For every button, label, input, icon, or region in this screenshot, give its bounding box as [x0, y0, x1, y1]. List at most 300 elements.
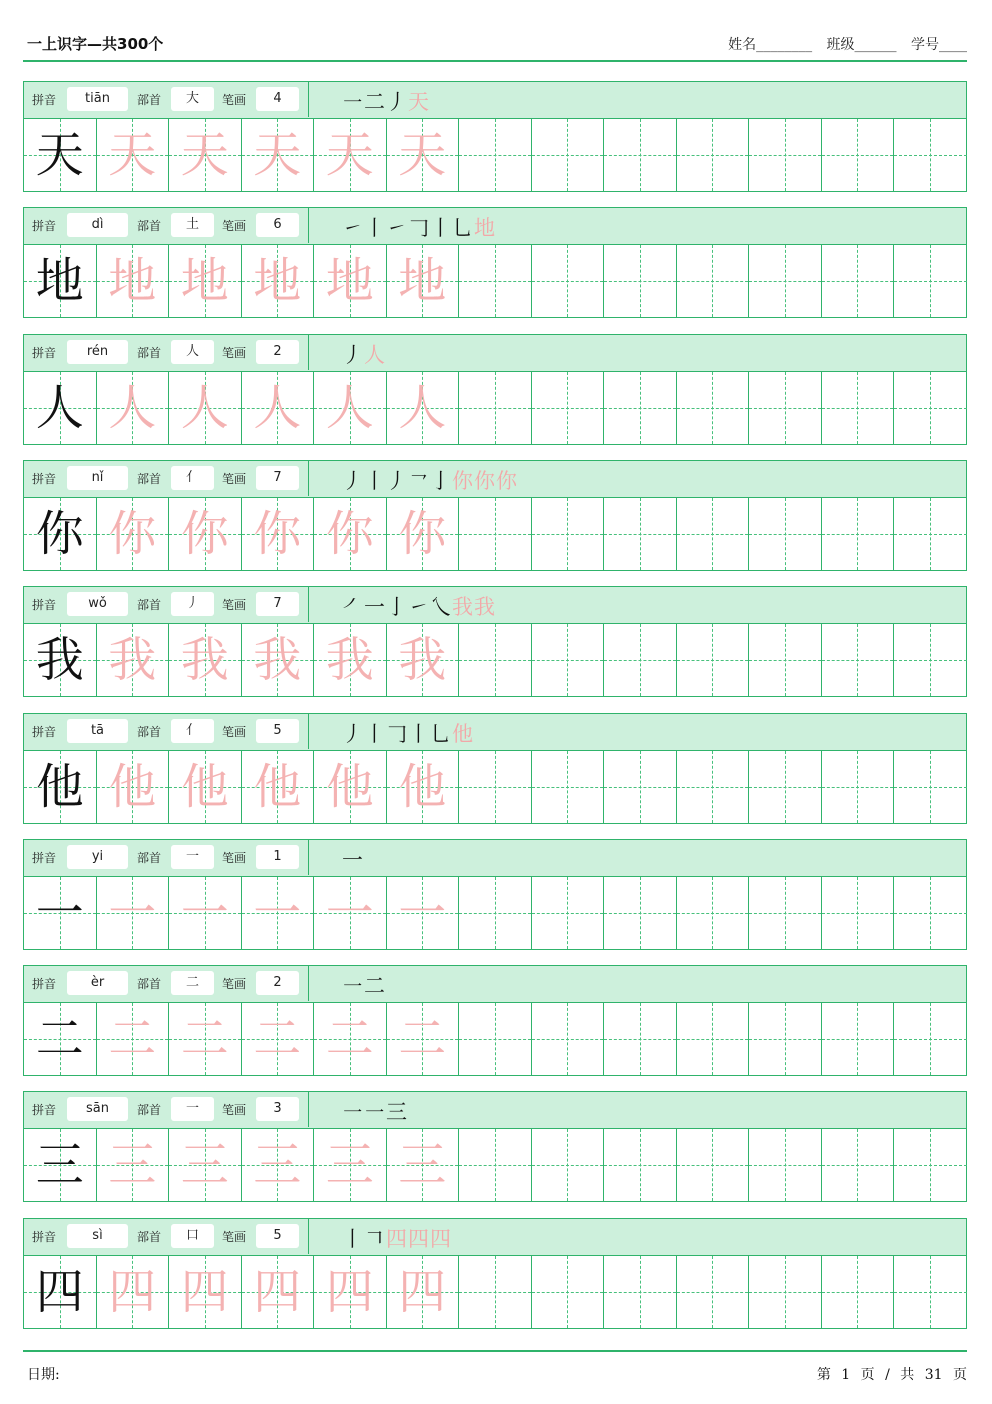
model-cell [24, 372, 97, 444]
practice-cell[interactable] [459, 245, 532, 317]
stroke-order-done: 一 [342, 848, 364, 872]
trace-character: 二 [253, 1011, 302, 1067]
stroke-order [342, 970, 386, 1000]
trace-cell [387, 119, 460, 191]
practice-cell[interactable] [894, 498, 967, 570]
trace-cell [169, 119, 242, 191]
pinyin-value: wǒ [67, 592, 128, 616]
strokes-label: 笔画 [222, 472, 247, 486]
writing-grid [24, 1003, 966, 1075]
char-block [23, 965, 967, 1076]
practice-cell[interactable] [749, 119, 822, 191]
trace-cell [97, 624, 170, 696]
trace-character: 我 [180, 632, 229, 688]
model-cell [24, 751, 97, 823]
practice-cell[interactable] [604, 1129, 677, 1201]
trace-character: 三 [108, 1137, 157, 1193]
page-number: 第 1 页 / 共 31 页 [816, 1367, 967, 1383]
practice-cell[interactable] [459, 372, 532, 444]
pinyin-value: tiān [67, 87, 128, 111]
stroke-order [342, 339, 386, 369]
info-bar [24, 966, 966, 1003]
trace-cell [387, 372, 460, 444]
trace-cell [97, 498, 170, 570]
strokes-value: 2 [256, 340, 299, 364]
radical-label: 部首 [137, 1230, 162, 1244]
practice-cell[interactable] [604, 372, 677, 444]
practice-cell[interactable] [822, 372, 895, 444]
pinyin-value: rén [67, 340, 128, 364]
trace-character: 天 [180, 127, 229, 183]
practice-cell[interactable] [822, 1003, 895, 1075]
practice-cell[interactable] [894, 1003, 967, 1075]
practice-cell[interactable] [604, 119, 677, 191]
strokes-value: 3 [256, 1097, 299, 1121]
radical-value: 土 [171, 213, 214, 237]
model-character: 天 [35, 127, 84, 183]
radical-label: 部首 [137, 725, 162, 739]
trace-cell [242, 1256, 315, 1328]
practice-cell[interactable] [532, 624, 605, 696]
stroke-order [342, 1223, 452, 1253]
trace-cell [97, 372, 170, 444]
trace-cell [387, 624, 460, 696]
practice-cell[interactable] [894, 1256, 967, 1328]
info-fields [24, 714, 309, 749]
trace-cell [314, 119, 387, 191]
trace-character: 他 [180, 759, 229, 815]
trace-character: 你 [398, 506, 447, 562]
pinyin-label: 拼音 [32, 219, 57, 233]
trace-cell [169, 1256, 242, 1328]
info-fields [24, 335, 309, 370]
page-footer [23, 1350, 967, 1392]
practice-cell[interactable] [677, 1003, 750, 1075]
char-block [23, 460, 967, 571]
practice-cell[interactable] [604, 877, 677, 949]
trace-cell [169, 1003, 242, 1075]
trace-cell [169, 245, 242, 317]
page-header [23, 30, 967, 62]
trace-character: 二 [180, 1011, 229, 1067]
strokes-value: 4 [256, 87, 299, 111]
trace-character: 一 [180, 885, 229, 941]
trace-character: 四 [325, 1264, 374, 1320]
practice-cell[interactable] [677, 751, 750, 823]
practice-cell[interactable] [604, 751, 677, 823]
stroke-order-faded: 四四四 [386, 1227, 452, 1251]
practice-cell[interactable] [677, 624, 750, 696]
practice-cell[interactable] [459, 498, 532, 570]
trace-character: 二 [325, 1011, 374, 1067]
practice-cell[interactable] [532, 372, 605, 444]
char-block [23, 1218, 967, 1329]
practice-cell[interactable] [677, 119, 750, 191]
trace-character: 三 [398, 1137, 447, 1193]
writing-grid [24, 245, 966, 317]
practice-cell[interactable] [532, 1003, 605, 1075]
practice-cell[interactable] [532, 498, 605, 570]
strokes-label: 笔画 [222, 1230, 247, 1244]
strokes-label: 笔画 [222, 93, 247, 107]
char-block [23, 81, 967, 192]
practice-cell[interactable] [822, 245, 895, 317]
stroke-order [342, 591, 496, 621]
radical-value: 亻 [171, 719, 214, 743]
trace-character: 一 [398, 885, 447, 941]
trace-character: 地 [108, 253, 157, 309]
info-fields [24, 461, 309, 496]
strokes-label: 笔画 [222, 219, 247, 233]
practice-cell[interactable] [749, 877, 822, 949]
trace-cell [314, 624, 387, 696]
practice-cell[interactable] [677, 1129, 750, 1201]
radical-label: 部首 [137, 219, 162, 233]
trace-cell [387, 751, 460, 823]
trace-character: 你 [253, 506, 302, 562]
radical-label: 部首 [137, 977, 162, 991]
info-bar [24, 335, 966, 372]
practice-cell[interactable] [459, 751, 532, 823]
pinyin-label: 拼音 [32, 472, 57, 486]
trace-character: 天 [398, 127, 447, 183]
stroke-order-faded: 天 [408, 90, 430, 114]
model-cell [24, 245, 97, 317]
writing-grid [24, 1129, 966, 1201]
practice-cell[interactable] [604, 624, 677, 696]
pinyin-value: tā [67, 719, 128, 743]
info-fields [24, 1219, 309, 1254]
pinyin-value: sì [67, 1224, 128, 1248]
practice-cell[interactable] [749, 1129, 822, 1201]
trace-character: 三 [325, 1137, 374, 1193]
name-field[interactable]: 姓名________ [728, 37, 813, 53]
trace-cell [387, 498, 460, 570]
trace-character: 一 [253, 885, 302, 941]
model-cell [24, 1003, 97, 1075]
trace-cell [97, 751, 170, 823]
trace-cell [169, 498, 242, 570]
practice-cell[interactable] [532, 119, 605, 191]
trace-cell [242, 245, 315, 317]
trace-cell [242, 498, 315, 570]
trace-cell [314, 245, 387, 317]
practice-cell[interactable] [749, 624, 822, 696]
writing-grid [24, 751, 966, 823]
trace-character: 三 [180, 1137, 229, 1193]
practice-cell[interactable] [677, 1256, 750, 1328]
info-bar [24, 714, 966, 751]
practice-cell[interactable] [894, 245, 967, 317]
strokes-value: 7 [256, 466, 299, 490]
strokes-label: 笔画 [222, 725, 247, 739]
practice-cell[interactable] [532, 1256, 605, 1328]
trace-cell [387, 245, 460, 317]
info-bar [24, 840, 966, 877]
trace-character: 地 [398, 253, 447, 309]
radical-label: 部首 [137, 346, 162, 360]
trace-cell [97, 245, 170, 317]
trace-character: 四 [180, 1264, 229, 1320]
model-character: 二 [35, 1011, 84, 1067]
trace-cell [314, 1256, 387, 1328]
radical-label: 部首 [137, 1103, 162, 1117]
trace-cell [314, 751, 387, 823]
practice-cell[interactable] [894, 119, 967, 191]
strokes-value: 6 [256, 213, 299, 237]
trace-character: 天 [108, 127, 157, 183]
pinyin-label: 拼音 [32, 977, 57, 991]
trace-cell [242, 751, 315, 823]
trace-cell [314, 498, 387, 570]
practice-cell[interactable] [459, 624, 532, 696]
trace-character: 他 [108, 759, 157, 815]
trace-character: 一 [108, 885, 157, 941]
model-character: 我 [35, 632, 84, 688]
radical-value: 口 [171, 1224, 214, 1248]
model-cell [24, 1129, 97, 1201]
practice-cell[interactable] [677, 498, 750, 570]
trace-cell [387, 877, 460, 949]
practice-cell[interactable] [749, 1003, 822, 1075]
practice-cell[interactable] [822, 1129, 895, 1201]
trace-cell [97, 119, 170, 191]
practice-cell[interactable] [822, 498, 895, 570]
strokes-value: 1 [256, 845, 299, 869]
strokes-label: 笔画 [222, 851, 247, 865]
stroke-order-done: ㇐二丿 [342, 90, 408, 114]
info-bar [24, 82, 966, 119]
practice-cell[interactable] [822, 877, 895, 949]
char-block [23, 586, 967, 697]
trace-cell [169, 624, 242, 696]
trace-character: 你 [180, 506, 229, 562]
stroke-order-done: 丿 [342, 343, 364, 367]
practice-cell[interactable] [677, 372, 750, 444]
info-fields [24, 82, 309, 117]
trace-character: 我 [398, 632, 447, 688]
practice-cell[interactable] [749, 751, 822, 823]
model-character: 一 [35, 885, 84, 941]
model-cell [24, 498, 97, 570]
stroke-order-faded: 人 [364, 343, 386, 367]
strokes-value: 5 [256, 719, 299, 743]
info-fields [24, 587, 309, 622]
radical-label: 部首 [137, 598, 162, 612]
class-field[interactable]: 班级______ [826, 37, 897, 53]
practice-cell[interactable] [894, 624, 967, 696]
radical-value: 大 [171, 87, 214, 111]
strokes-value: 7 [256, 592, 299, 616]
practice-cell[interactable] [677, 245, 750, 317]
char-block [23, 839, 967, 950]
trace-character: 人 [180, 380, 229, 436]
model-character: 你 [35, 506, 84, 562]
stroke-order-done: ㇐二 [342, 974, 386, 998]
practice-cell[interactable] [749, 245, 822, 317]
char-block [23, 1091, 967, 1202]
practice-cell[interactable] [604, 1256, 677, 1328]
writing-grid [24, 624, 966, 696]
pinyin-label: 拼音 [32, 598, 57, 612]
trace-cell [97, 1003, 170, 1075]
trace-cell [97, 877, 170, 949]
trace-character: 三 [253, 1137, 302, 1193]
trace-character: 人 [253, 380, 302, 436]
trace-cell [242, 372, 315, 444]
practice-cell[interactable] [459, 1003, 532, 1075]
strokes-value: 2 [256, 971, 299, 995]
trace-character: 人 [398, 380, 447, 436]
trace-cell [314, 1003, 387, 1075]
strokes-label: 笔画 [222, 1103, 247, 1117]
trace-character: 人 [325, 380, 374, 436]
model-cell [24, 1256, 97, 1328]
trace-cell [242, 1129, 315, 1201]
info-fields [24, 966, 309, 1001]
strokes-label: 笔画 [222, 977, 247, 991]
trace-cell [387, 1003, 460, 1075]
trace-cell [387, 1256, 460, 1328]
info-fields [24, 840, 309, 875]
char-block [23, 207, 967, 318]
practice-cell[interactable] [894, 877, 967, 949]
stroke-order-done: ㇐㇐三 [342, 1100, 408, 1124]
pinyin-value: èr [67, 971, 128, 995]
radical-value: 一 [171, 1097, 214, 1121]
radical-value: 一 [171, 845, 214, 869]
model-cell [24, 624, 97, 696]
pinyin-value: yi [67, 845, 128, 869]
practice-cell[interactable] [459, 877, 532, 949]
stroke-order-done: ㇒一亅㇀乀 [342, 595, 452, 619]
radical-label: 部首 [137, 93, 162, 107]
trace-character: 四 [108, 1264, 157, 1320]
student-fields [718, 34, 967, 54]
stroke-order [342, 465, 518, 495]
pinyin-value: sān [67, 1097, 128, 1121]
practice-cell[interactable] [459, 1256, 532, 1328]
trace-character: 二 [398, 1011, 447, 1067]
practice-cell[interactable] [749, 372, 822, 444]
trace-character: 你 [108, 506, 157, 562]
practice-cell[interactable] [749, 1256, 822, 1328]
radical-value: 亻 [171, 466, 214, 490]
radical-label: 部首 [137, 851, 162, 865]
stroke-order [342, 844, 364, 874]
trace-cell [387, 1129, 460, 1201]
trace-character: 我 [253, 632, 302, 688]
trace-character: 他 [325, 759, 374, 815]
pinyin-label: 拼音 [32, 1103, 57, 1117]
practice-cell[interactable] [822, 119, 895, 191]
stroke-order-faded: 我我 [452, 595, 496, 619]
stroke-order [342, 718, 474, 748]
trace-cell [169, 372, 242, 444]
strokes-label: 笔画 [222, 346, 247, 360]
practice-cell[interactable] [459, 119, 532, 191]
trace-cell [169, 751, 242, 823]
info-bar [24, 1219, 966, 1256]
practice-cell[interactable] [604, 498, 677, 570]
date-label: 日期: [27, 1367, 60, 1383]
writing-grid [24, 1256, 966, 1328]
pinyin-value: nǐ [67, 466, 128, 490]
trace-character: 地 [253, 253, 302, 309]
pinyin-label: 拼音 [32, 1230, 57, 1244]
stroke-order-faded: 地 [474, 216, 496, 240]
char-block [23, 713, 967, 824]
trace-character: 人 [108, 380, 157, 436]
writing-grid [24, 372, 966, 444]
writing-grid [24, 498, 966, 570]
trace-cell [314, 1129, 387, 1201]
model-character: 他 [35, 759, 84, 815]
trace-character: 天 [253, 127, 302, 183]
stroke-order-done: 丨𠃍 [342, 1227, 386, 1251]
info-bar [24, 208, 966, 245]
trace-cell [169, 877, 242, 949]
radical-value: 丿 [171, 592, 214, 616]
model-character: 人 [35, 380, 84, 436]
strokes-value: 5 [256, 1224, 299, 1248]
practice-cell[interactable] [459, 1129, 532, 1201]
page-title: 一上识字—共300个 [27, 35, 164, 53]
practice-cell[interactable] [532, 751, 605, 823]
stroke-order-done: ㇀丨㇀𠃌丨乚 [342, 216, 474, 240]
info-bar [24, 461, 966, 498]
practice-cell[interactable] [604, 1003, 677, 1075]
radical-value: 人 [171, 340, 214, 364]
practice-cell[interactable] [749, 498, 822, 570]
pinyin-label: 拼音 [32, 851, 57, 865]
info-bar [24, 1092, 966, 1129]
trace-character: 四 [253, 1264, 302, 1320]
pinyin-label: 拼音 [32, 725, 57, 739]
model-character: 地 [35, 253, 84, 309]
practice-cell[interactable] [894, 1129, 967, 1201]
model-cell [24, 119, 97, 191]
trace-character: 他 [398, 759, 447, 815]
pinyin-label: 拼音 [32, 346, 57, 360]
practice-cell[interactable] [532, 245, 605, 317]
practice-cell[interactable] [532, 1129, 605, 1201]
practice-cell[interactable] [532, 877, 605, 949]
trace-cell [314, 877, 387, 949]
practice-cell[interactable] [822, 624, 895, 696]
pinyin-label: 拼音 [32, 93, 57, 107]
trace-cell [97, 1129, 170, 1201]
stroke-order-faded: 你你你 [452, 469, 518, 493]
practice-cell[interactable] [894, 751, 967, 823]
trace-character: 地 [325, 253, 374, 309]
trace-cell [314, 372, 387, 444]
stroke-order-done: 丿丨𠃌丨乚 [342, 722, 452, 746]
number-field[interactable]: 学号____ [911, 37, 967, 53]
model-character: 三 [35, 1137, 84, 1193]
practice-cell[interactable] [822, 1256, 895, 1328]
trace-cell [242, 119, 315, 191]
pinyin-value: dì [67, 213, 128, 237]
radical-label: 部首 [137, 472, 162, 486]
practice-cell[interactable] [677, 877, 750, 949]
trace-cell [242, 877, 315, 949]
info-fields [24, 1092, 309, 1127]
practice-cell[interactable] [822, 751, 895, 823]
practice-cell[interactable] [604, 245, 677, 317]
strokes-label: 笔画 [222, 598, 247, 612]
practice-cell[interactable] [894, 372, 967, 444]
